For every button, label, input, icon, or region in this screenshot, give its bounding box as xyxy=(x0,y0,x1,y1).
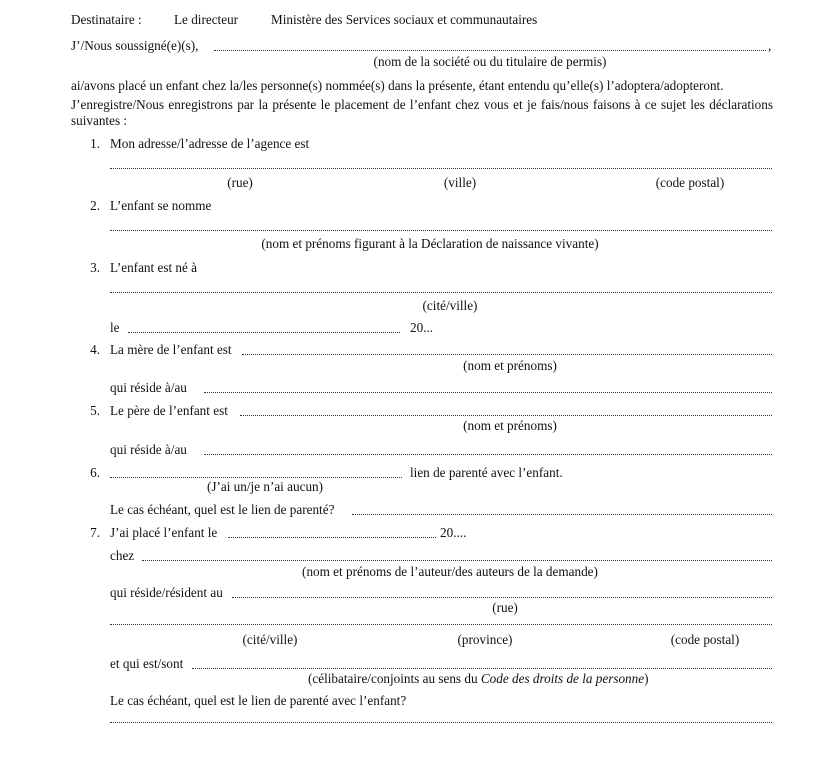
mother-residence-field[interactable] xyxy=(204,392,772,393)
recipient-ministry: Ministère des Services sociaux et communautaires xyxy=(271,12,538,27)
applicant-street-field[interactable] xyxy=(232,597,772,598)
birthdate-label: le xyxy=(110,320,120,335)
applicant-name-field[interactable] xyxy=(142,560,772,561)
item-1-label: Mon adresse/l’adresse de l’agence est xyxy=(110,136,310,151)
birthplace-caption: (cité/ville) xyxy=(422,298,478,313)
applicant-postal-caption: (code postal) xyxy=(670,632,740,647)
item-2-label: L’enfant se nomme xyxy=(110,198,212,213)
applicant-street-caption: (rue) xyxy=(492,600,518,615)
applicant-status-caption: (célibataire/conjoints au sens du Code des droits de la personne) xyxy=(308,671,649,686)
item-5-number: 5. xyxy=(90,403,100,418)
item-5-label: Le père de l’enfant est xyxy=(110,403,228,418)
item-2-number: 2. xyxy=(90,198,100,213)
father-residence-field[interactable] xyxy=(204,454,772,455)
signatory-comma: , xyxy=(768,38,772,53)
item-1-number: 1. xyxy=(90,136,100,151)
item-7-label: J’ai placé l’enfant le xyxy=(110,525,218,540)
placement-date-field[interactable] xyxy=(228,537,436,538)
relationship-field[interactable] xyxy=(352,514,772,515)
recipient-name: Le directeur xyxy=(174,12,239,27)
mother-residence-label: qui réside à/au xyxy=(110,380,187,395)
child-name-caption: (nom et prénoms figurant à la Déclaration de naissance vivante) xyxy=(261,236,599,251)
item-6-number: 6. xyxy=(90,465,100,480)
child-name-field[interactable] xyxy=(110,230,772,231)
birthdate-year: 20... xyxy=(410,320,434,335)
address-caption-code: (code postal) xyxy=(655,175,725,190)
birthdate-field[interactable] xyxy=(128,332,400,333)
declaration-paragraph: J’enregistre/Nous enregistrons par la présente le placement de l’enfant chez vous et je fais/nous faisons à ce sujet les déclarations suivantes : xyxy=(71,97,773,128)
item-3-number: 3. xyxy=(90,260,100,275)
item-4-number: 4. xyxy=(90,342,100,357)
placement-date-year: 20.... xyxy=(440,525,467,540)
signatory-caption: (nom de la société ou du titulaire de permis) xyxy=(373,54,607,69)
applicant-relationship-field[interactable] xyxy=(110,722,772,723)
applicant-name-caption: (nom et prénoms de l’auteur/des auteurs de la demande) xyxy=(302,564,598,579)
applicant-label: chez xyxy=(110,548,135,563)
item-3-label: L’enfant est né à xyxy=(110,260,198,275)
address-field[interactable] xyxy=(110,168,772,169)
applicant-relationship-question: Le cas échéant, quel est le lien de parenté avec l’enfant? xyxy=(110,693,407,708)
relationship-question: Le cas échéant, quel est le lien de parenté? xyxy=(110,502,335,517)
relationship-choice-field[interactable] xyxy=(110,477,402,478)
item-4-label: La mère de l’enfant est xyxy=(110,342,232,357)
applicant-status-field[interactable] xyxy=(192,668,772,669)
applicant-province-caption: (province) xyxy=(457,632,513,647)
address-caption-rue: (rue) xyxy=(227,175,253,190)
item-7-number: 7. xyxy=(90,525,100,540)
father-name-field[interactable] xyxy=(240,415,772,416)
recipient-label: Destinataire : xyxy=(71,12,142,27)
signatory-label: J’/Nous soussigné(e)(s), xyxy=(71,38,199,53)
mother-name-caption: (nom et prénoms) xyxy=(463,358,557,373)
applicant-city-caption: (cité/ville) xyxy=(242,632,298,647)
applicant-residence-label: qui réside/résident au xyxy=(110,585,223,600)
father-residence-label: qui réside à/au xyxy=(110,442,187,457)
address-caption-ville: (ville) xyxy=(443,175,477,190)
applicant-locality-field[interactable] xyxy=(110,624,772,625)
item-6-label: lien de parenté avec l’enfant. xyxy=(410,465,563,480)
applicant-status-label: et qui est/sont xyxy=(110,656,184,671)
father-name-caption: (nom et prénoms) xyxy=(463,418,557,433)
signatory-field[interactable] xyxy=(214,50,766,51)
mother-name-field[interactable] xyxy=(242,354,772,355)
placement-statement: ai/avons placé un enfant chez la/les personne(s) nommée(s) dans la présente, étant entendu qu’elle(s) l’adoptera/adopteront. xyxy=(71,78,724,93)
birthplace-field[interactable] xyxy=(110,292,772,293)
relationship-choice-caption: (J’ai un/je n’ai aucun) xyxy=(206,479,324,494)
